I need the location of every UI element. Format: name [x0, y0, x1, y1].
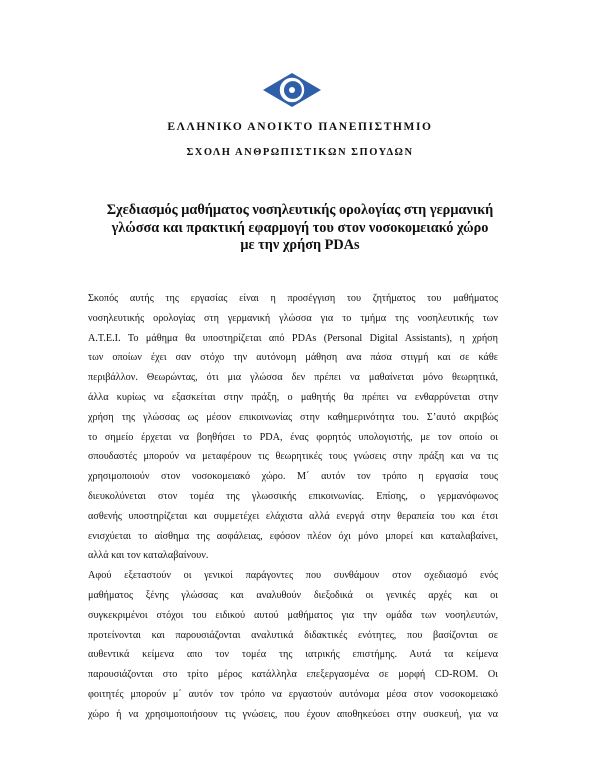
title-line: με την χρήση PDAs — [240, 237, 360, 253]
body-line: αυθεντικά κείμενα απο τον τομέα της ιατρικής επιστήμης. Αυτά τα κείμενα — [88, 649, 498, 661]
title-line: Σχεδιασμός μαθήματος νοσηλευτικής ορολογίας στη γερμανική — [106, 202, 494, 218]
body-line: σπουδαστές μπορούν να μεταφέρουν τις θεωρητικές τους γνώσεις στην πράξη και να τις — [88, 451, 498, 463]
body-line: των οποίων έχει σαν στόχο την αυτόνομη μάθηση ανα πάσα στιγμή και σε κάθε — [88, 352, 498, 364]
body-line: παρουσιάζονται στο τρίτο μέρος κατάλληλα επεξεργασμένα σε μορφή CD-ROM. Οι — [88, 669, 498, 681]
body-line: ασθενής υποστηρίζεται και συμμετέχει ελάχιστα αλλά ενεργά στην θεραπεία του και έτσι — [88, 510, 498, 522]
body-line: χρησιμοποιούν στον νοσοκομειακό χώρο. Μ΄ αυτόν τον τρόπο η εργασία τους — [88, 471, 498, 483]
logo-dot — [289, 87, 295, 93]
body-line: χρήση της γλώσσας ως μέσον επικοινωνίας στην καθημερινότητα του. Σ’αυτό ακριβώς — [88, 411, 498, 423]
university-name: ΕΛΛΗΝΙΚΟ ΑΝΟΙΚΤΟ ΠΑΝΕΠΙΣΤΗΜΙΟ — [167, 121, 433, 133]
body-line: μαθήματος ξένης γλώσσας και αναλυθούν διεξοδικά οι γενικές αρχές και οι — [88, 589, 498, 601]
university-logo-icon — [262, 72, 322, 108]
body-line: περιβάλλον. Θεωρώντας, ότι μια γλώσσα δεν πρέπει να μαθαίνεται μόνο θεωρητικά, — [88, 372, 498, 384]
title-line: γλώσσα και πρακτική εφαρμογή του στον νοσοκομειακό χώρο — [111, 219, 489, 236]
body-line: συγκεκριμένοι στόχοι του ειδικού αυτού μαθήματος για την ομάδα των νοσηλευτών, — [88, 609, 498, 621]
body-line: φοιτητές μπορούν μ΄ αυτόν τον τρόπο να εργαστούν αυτόνομα μέσα στον νοσοκομειακό — [88, 688, 498, 700]
body-line: ενισχύεται το αίσθημα της ασφάλειας, εφόσον πλέον όχι μόνο μπορεί και καταλαβαίνει, — [88, 530, 498, 542]
body-line: Α.Τ.Ε.Ι. Το μάθημα θα υποστηρίζεται από PDAs (Personal Digital Assistants), η χρήση — [88, 332, 498, 344]
body-line: άλλα κυρίως να εξασκείται στην πράξη, ο μαθητής θα πρέπει να ενθαρρύνεται στην — [88, 391, 498, 403]
abstract-body — [88, 289, 498, 725]
body-line: το σημείο έρχεται να βοηθήσει το PDA, ένας φορητός υπολογιστής, με τον οποίο οι — [88, 431, 498, 443]
body-line: προτείνονται και παρουσιάζονται αναλυτικά διδακτικές ενότητες, που βασίζονται σε — [88, 629, 498, 641]
body-line: διευκολύνεται στον τομέα της γλωσσικής επικοινωνίας. Επίσης, ο γερμανόφωνος — [88, 490, 498, 502]
body-line: Αφού εξεταστούν οι γενικοί παράγοντες που συνθάμουν στον σχεδιασμό ενός — [88, 570, 498, 582]
body-line: χώρο ή να χρησιμοποιήσουν τις γνώσεις, που έχουν αποθηκεύσει στην συσκευή, για να — [88, 708, 498, 720]
body-line: Σκοπός αυτής της εργασίας είναι η προσέγγιση του ζητήματος του μαθήματος — [88, 293, 498, 304]
body-line: αλλά και τον καταλαβαίνουν. — [88, 550, 209, 562]
school-name: ΣΧΟΛΗ ΑΝΘΡΩΠΙΣΤΙΚΩΝ ΣΠΟΥΔΩΝ — [186, 147, 414, 158]
document-title — [70, 202, 530, 255]
body-line: νοσηλευτικής ορολογίας στη γερμανική γλώσσα για το τμήμα της νοσηλευτικής των — [88, 312, 498, 324]
